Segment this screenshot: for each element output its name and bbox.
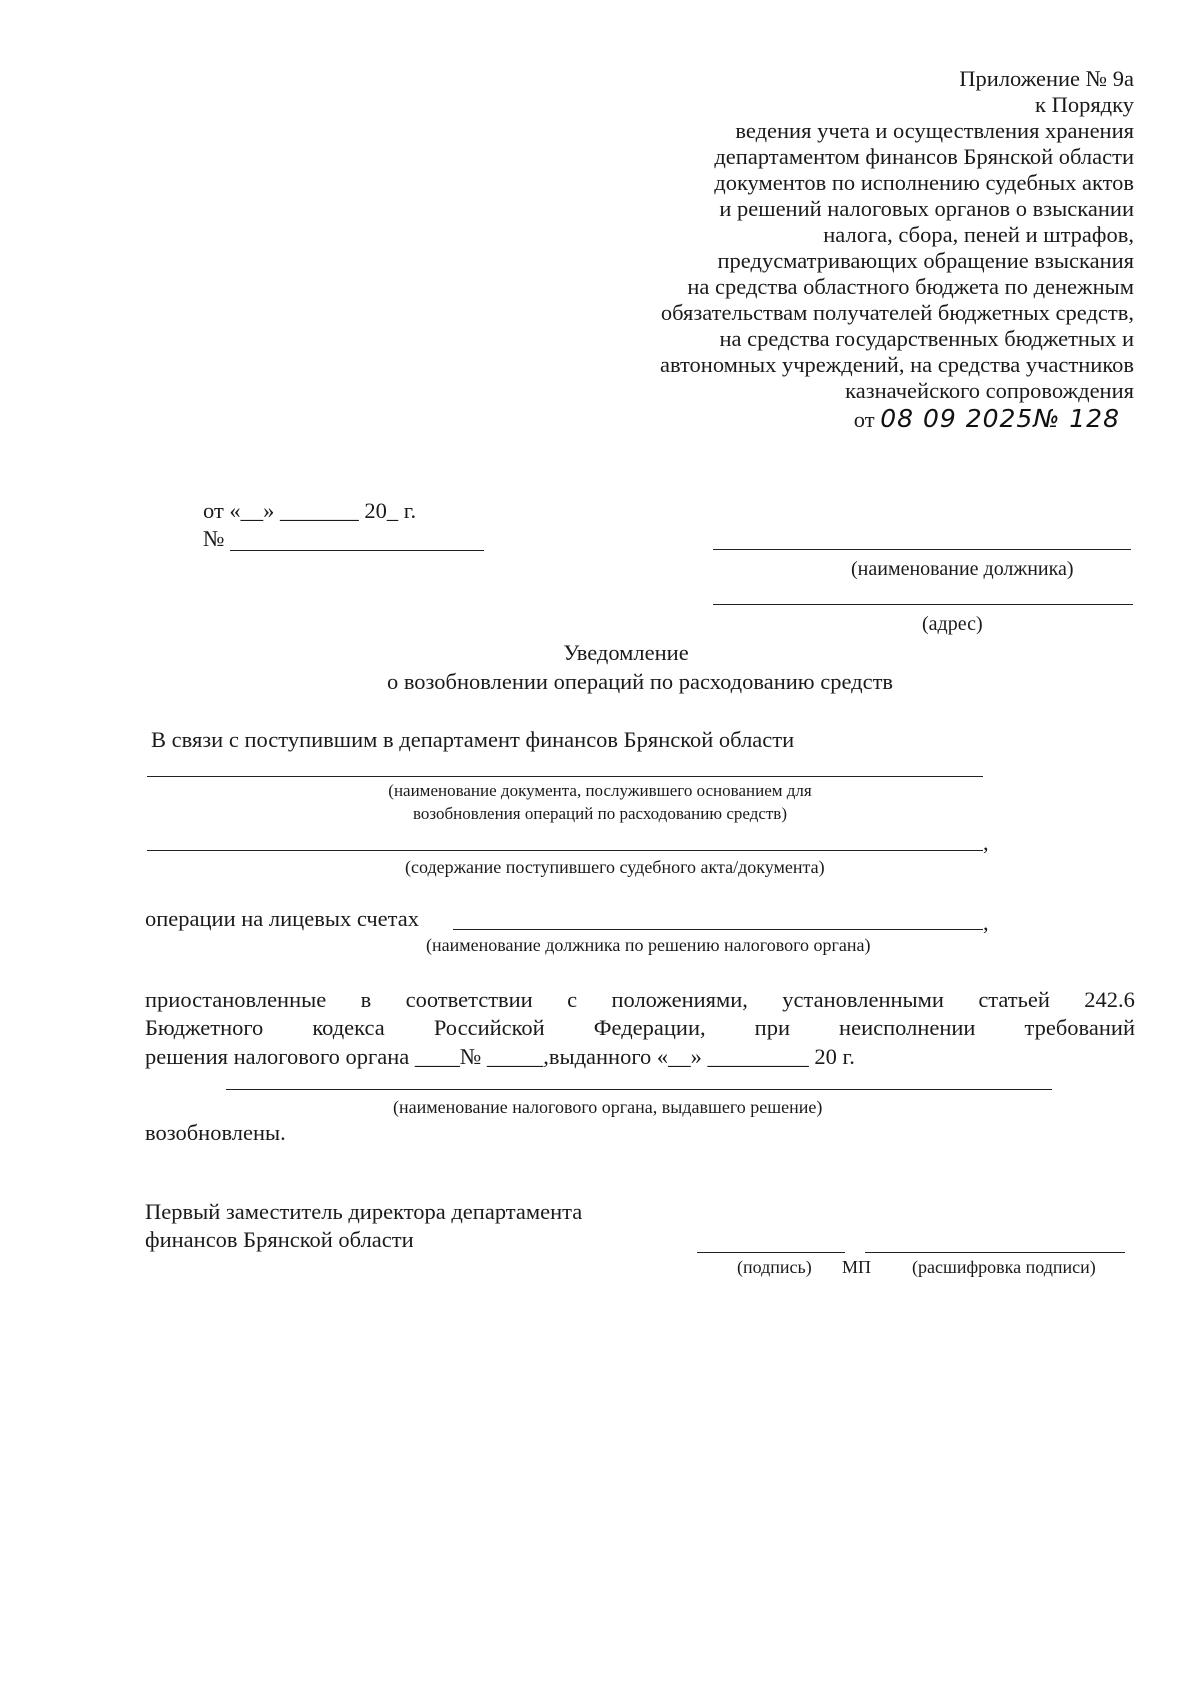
appendix-line: ведения учета и осуществления хранения <box>735 118 1134 143</box>
paragraph-line1 <box>145 986 1135 1014</box>
signature-decode-blank <box>865 1252 1125 1253</box>
address-caption: (адрес) <box>922 613 983 635</box>
accounts-label: операции на лицевых счетах <box>145 906 420 931</box>
stamp-label: МП <box>842 1257 872 1277</box>
word: приостановленные <box>145 987 327 1012</box>
content-caption: (содержание поступившего судебного акта/документа) <box>405 857 825 877</box>
appendix-line: и решений налоговых органов о взыскании <box>719 196 1134 221</box>
notice-title-line1: Уведомление <box>563 640 689 665</box>
paragraph-line2 <box>145 1014 1135 1042</box>
content-blank <box>147 850 983 851</box>
appendix-line: департаментом финансов Брянской области <box>714 144 1134 169</box>
word: в <box>360 987 372 1012</box>
word: 242.6 <box>1084 987 1135 1012</box>
debtor-name-blank <box>713 549 1131 550</box>
appendix-date-line <box>494 406 1134 433</box>
word: положениями, <box>611 987 748 1012</box>
signature-decode-caption: (расшифровка подписи) <box>912 1257 1096 1277</box>
appendix-header <box>494 66 1134 433</box>
accounts-caption: (наименование должника по решению налогового органа) <box>426 935 871 955</box>
word: кодекса <box>312 1015 385 1040</box>
word: Российской <box>433 1015 545 1040</box>
word: неисполнении <box>839 1015 976 1040</box>
appendix-line: на средства государственных бюджетных и <box>719 326 1134 351</box>
address-blank <box>713 604 1133 605</box>
word: Федерации, <box>593 1015 706 1040</box>
intro-text: В связи с поступившим в департамент финансов Брянской области <box>151 727 795 752</box>
handwritten-date-number: 08 09 2025№ 128 <box>880 404 1120 433</box>
accounts-blank <box>453 929 983 930</box>
tax-authority-caption: (наименование налогового органа, выдавшего решение) <box>393 1097 823 1117</box>
appendix-line: документов по исполнению судебных актов <box>714 170 1134 195</box>
form-date-field: от «__» _______ 20_ г. <box>203 498 417 523</box>
appendix-line: предусматривающих обращение взыскания <box>717 248 1134 273</box>
document-caption-line1: (наименование документа, послужившего основанием для <box>388 781 812 800</box>
appendix-line: на средства областного бюджета по денежным <box>687 274 1134 299</box>
appendix-date-prefix: от <box>853 407 875 432</box>
content-comma: , <box>983 830 989 855</box>
document-caption-line2: возобновления операций по расходованию средств) <box>413 804 787 823</box>
accounts-comma: , <box>983 910 989 935</box>
notice-subtitle <box>0 669 1200 695</box>
tax-authority-blank <box>226 1089 1052 1090</box>
appendix-line: обязательствам получателей бюджетных средств, <box>660 300 1134 325</box>
appendix-line: к Порядку <box>1035 92 1134 117</box>
form-number-blank <box>230 550 484 551</box>
signer-position-line1: Первый заместитель директора департамента <box>145 1199 583 1224</box>
appendix-line: налога, сбора, пеней и штрафов, <box>823 222 1134 247</box>
resumed-text: возобновлены. <box>145 1120 286 1145</box>
word: соответствии <box>405 987 533 1012</box>
word: при <box>754 1015 791 1040</box>
signature-blank <box>697 1252 845 1253</box>
appendix-line: казначейского сопровождения <box>845 378 1134 403</box>
word: установленными <box>782 987 944 1012</box>
notice-title <box>0 640 1200 666</box>
debtor-name-caption: (наименование должника) <box>851 558 1074 580</box>
appendix-line: автономных учреждений, на средства участников <box>659 352 1134 377</box>
signer-position-line2: финансов Брянской области <box>145 1227 414 1252</box>
notice-title-line2: о возобновлении операций по расходованию средств <box>386 669 894 694</box>
word: статьей <box>978 987 1050 1012</box>
document-name-blank <box>147 776 983 777</box>
appendix-line: Приложение № 9а <box>959 66 1134 91</box>
word: с <box>567 987 578 1012</box>
word: требований <box>1024 1015 1135 1040</box>
signature-caption: (подпись) <box>737 1257 812 1277</box>
paragraph-line3: решения налогового органа ____№ _____,выданного «__» _________ 20 г. <box>145 1044 855 1069</box>
form-number-label: № <box>203 526 225 551</box>
word: Бюджетного <box>145 1015 264 1040</box>
